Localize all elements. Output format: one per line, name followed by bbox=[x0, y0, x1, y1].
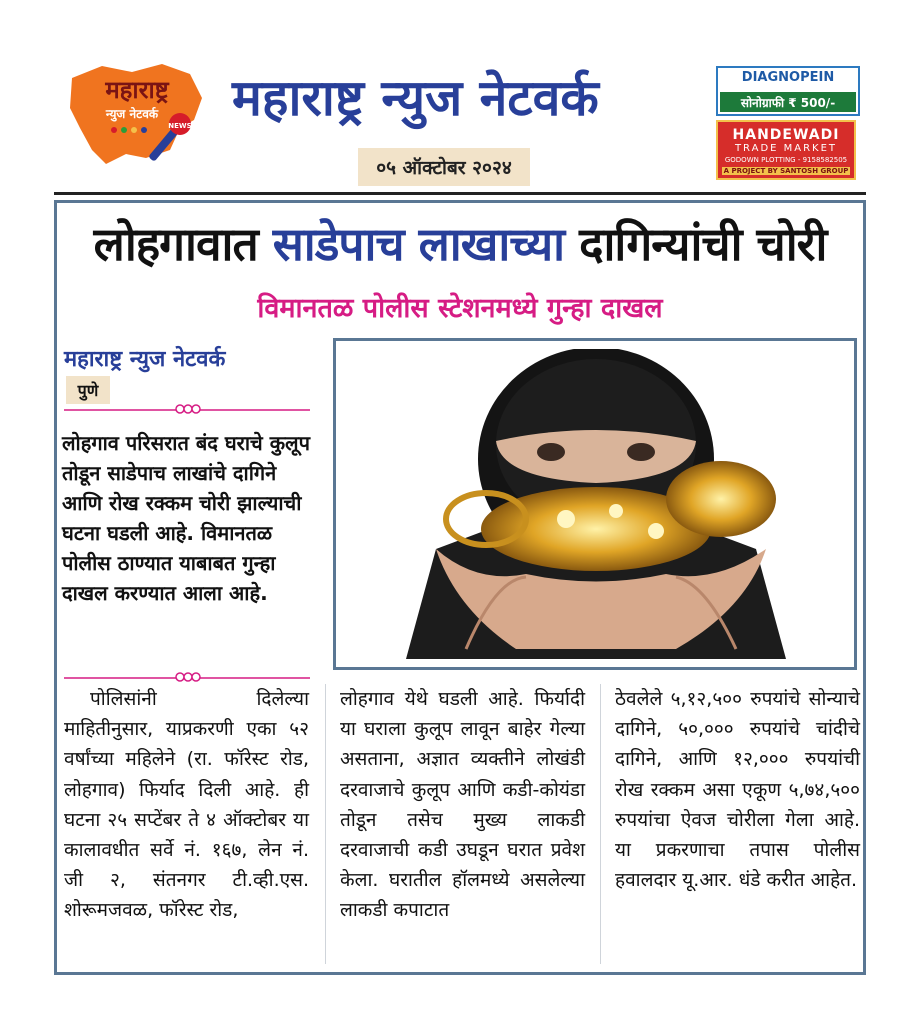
article-subheadline: विमानतळ पोलीस स्टेशनमध्ये गुन्हा दाखल bbox=[257, 293, 663, 324]
headline-part-3: दागिन्यांची चोरी bbox=[579, 217, 827, 271]
article-headline bbox=[64, 212, 856, 274]
dateline-city: पुणे bbox=[66, 376, 110, 404]
news-logo[interactable] bbox=[62, 58, 212, 170]
logo-subtitle: न्युज नेटवर्क bbox=[105, 107, 159, 121]
article-column-2: लोहगाव येथे घडली आहे. फिर्यादी या घराला कुलूप लावून बाहेर गेल्या असताना, अज्ञात व्यक्तीने लोखंडी दरवाजाचे कुलूप आणि कडी-कोयंडा तोडून तसेच मुख्य लाकडी दरवाजाची कडी उघडून घरात प्रवेश केला. घरातील हॉलमध्ये असलेल्या लाकडी कपाटात bbox=[340, 688, 585, 922]
handewadi-ad[interactable] bbox=[716, 120, 856, 180]
diagnopein-ad[interactable] bbox=[716, 66, 860, 116]
handewadi-subtitle: TRADE MARKET bbox=[734, 143, 838, 154]
diagnopein-brand: DIAGNOPEIN bbox=[741, 70, 835, 85]
handewadi-title: HANDEWADI bbox=[732, 127, 840, 143]
handewadi-footer: A PROJECT BY SANTOSH GROUP bbox=[723, 167, 849, 175]
article-column-1: पोलिसांनी दिलेल्या माहितीनुसार, याप्रकरणी एका ५२ वर्षांच्या महिलेने (रा. फॉरेस्ट रोड, लोहगाव) फिर्याद दिली आहे. ही घटना २५ सप्टेंबर ते ४ ऑक्टोबर या कालावधीत सर्वे नं. १६७, लेन नं. जी २, संतनगर टी.व्ही.एस. शोरूमजवळ, फॉरेस्ट रोड, bbox=[64, 688, 309, 922]
issue-date: ०५ ऑक्टोबर २०२४ bbox=[358, 148, 530, 186]
headline-part-1: लोहगावात bbox=[93, 217, 258, 271]
masked-thief-holding-jewellery-image[interactable] bbox=[346, 349, 844, 659]
logo-title: महाराष्ट्र bbox=[105, 76, 169, 104]
diagnopein-offer: सोनोग्राफी ₹ 500/- bbox=[720, 92, 856, 112]
header-divider bbox=[54, 192, 866, 195]
pink-divider-ornament-icon bbox=[64, 670, 310, 684]
masthead-title: महाराष्ट्र न्युज नेटवर्क bbox=[232, 69, 599, 127]
handewadi-contact: GODOWN PLOTTING - 9158582505 bbox=[724, 156, 848, 164]
article-byline: महाराष्ट्र न्युज नेटवर्क bbox=[64, 347, 226, 372]
column-divider bbox=[325, 684, 326, 964]
article-lead: लोहगाव परिसरात बंद घराचे कुलूप तोडून साडेपाच लाखांचे दागिने आणि रोख रक्कम चोरी झाल्याची घटना घडली आहे. विमानतळ पोलीस ठाण्यात याबाबत गुन्हा दाखल करण्यात आला आहे. bbox=[62, 431, 310, 605]
article-column-3: ठेवलेले ५,१२,५०० रुपयांचे सोन्याचे दागिने, ५०,००० रुपयांचे चांदीचे दागिने, आणि १२,००० रुपयांची रोख रक्कम असा एकूण ५,७४,५०० रुपयांचा ऐवज चोरीला गेला आहे. या प्रकरणाचा तपास पोलीस हवालदार यू.आर. धंडे करीत आहेत. bbox=[615, 688, 860, 892]
column-divider bbox=[600, 684, 601, 964]
logo-badge: NEWS bbox=[168, 122, 192, 130]
pink-divider-ornament-icon bbox=[64, 402, 310, 416]
maharashtra-map-logo-icon bbox=[62, 58, 212, 170]
headline-part-2: साडेपाच लाखाच्या bbox=[272, 217, 565, 271]
